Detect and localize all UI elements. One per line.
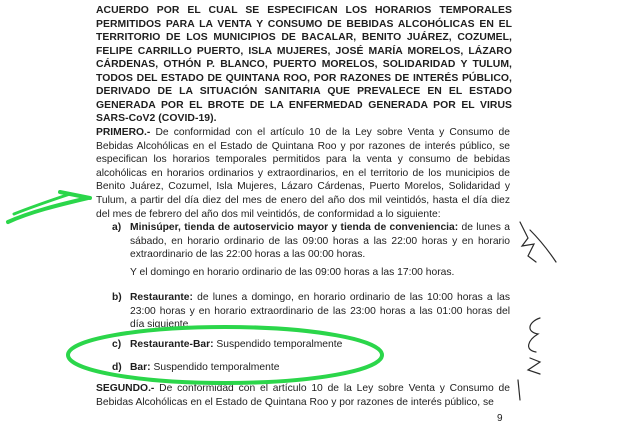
page-number: 9 [497, 413, 503, 424]
document-heading: ACUERDO POR EL CUAL SE ESPECIFICAN LOS HORARIOS TEMPORALES PERMITIDOS PARA LA VENTA Y CONSUMO DE BEBIDAS ALCOHÓLICAS EN EL TERRITORIO DE LOS MUNICIPIOS DE BACALAR, BENITO JUÁREZ, COZUMEL, FELIPE CARRILLO PUERTO, ISLA MUJERES, JOSÉ MARÍA MORELOS, LÁZARO CÁRDENAS, OTHÓN P. BLANCO, PUERTO MORELOS, SOLIDARIDAD Y TULUM, TODOS DEL ESTADO DE QUINTANA ROO, POR RAZONES DE INTERÉS PÚBLICO, DERIVADO DE LA SITUACIÓN SANITARIA QUE PREVALECE EN EL ESTADO GENERADA POR EL BROTE DE LA ENFERMEDAD GENERADA POR EL VIRUS SARS-CoV2 (COVID-19). [96, 5, 512, 124]
list-item-text: de lunes a sábado, en horario ordinario de las 09:00 horas a las 22:00 horas y en horario extraordinario de las 22:00 horas a las 00:00 horas. [130, 222, 510, 261]
article-segundo-text: De conformidad con el artículo 10 de la Ley sobre Venta y Consumo de Bebidas Alcohólicas en el Estado de Quintana Roo y por razones de interés público, se [96, 383, 510, 408]
article-primero [96, 126, 510, 221]
article-primero-text: De conformidad con el artículo 10 de la Ley sobre Venta y Consumo de Bebidas Alcohólicas en el Estado de Quintana Roo y por razones de interés público, se especifican los horarios temporales permitidos para la venta y consumo de bebidas alcohólicas en horarios ordinarios y extraordinarios, en el territorio de los municipios de Benito Juárez, Cozumel, Isla Mujeres, Lázaro Cárdenas, Puerto Morelos, Solidaridad y Tulum, a partir del día diez del mes de enero del año dos mil veintidós, hasta el día diez del mes de febrero del año dos mil veintidós, de conformidad a lo siguiente: [96, 127, 510, 220]
list-item-title: Minisúper, tienda de autoservicio mayor y tienda de conveniencia: [130, 222, 459, 233]
list-item-title: Bar: [130, 362, 151, 373]
highlight-arrow [8, 192, 90, 222]
list-item-letter: c) [112, 339, 122, 350]
list-item-b [112, 291, 510, 332]
article-primero-label: PRIMERO.- [96, 127, 151, 138]
sunday-note: Y el domingo en horario ordinario de las 09:00 horas a las 17:00 horas. [130, 267, 455, 278]
list-item-d [112, 361, 510, 375]
list-item-title: Restaurante: [130, 292, 193, 303]
margin-signature [518, 222, 556, 400]
list-item-a [112, 221, 510, 262]
list-item-text: Suspendido temporalmente [153, 362, 280, 373]
list-item-letter: d) [112, 362, 122, 373]
list-item-letter: a) [112, 222, 122, 233]
highlight-ellipse [68, 327, 382, 383]
list-item-title: Restaurante-Bar: [130, 339, 214, 350]
list-item-letter: b) [112, 292, 122, 303]
article-segundo-label: SEGUNDO.- [96, 383, 155, 394]
list-item-text: de lunes a domingo, en horario ordinario de las 10:00 horas a las 23:00 horas y en horario extraordinario de las 23:00 horas a las 01:00 horas del día siguiente. [130, 292, 510, 331]
list-item-c [112, 338, 510, 352]
list-item-text: Suspendido temporalmente [216, 339, 343, 350]
article-segundo [96, 382, 510, 409]
